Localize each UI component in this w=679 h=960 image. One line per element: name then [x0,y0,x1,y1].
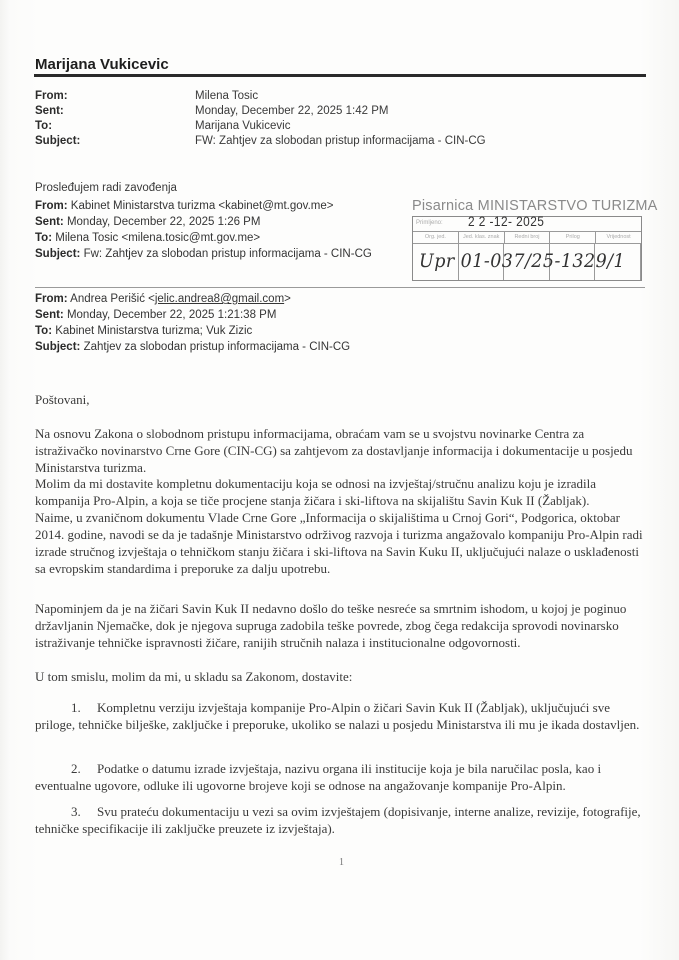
registry-stamp [412,198,658,281]
separator-rule [35,287,645,288]
col-org: Org. jed. [413,232,459,243]
original-email-header [35,293,350,357]
to-label: To: [35,232,53,244]
list-number: 3. [71,804,81,819]
stamp-title: Pisarnica MINISTARSTVO TURIZMA [412,198,658,214]
letter-paragraph-3 [35,509,647,577]
list-text: Svu prateću dokumentaciju u vezi sa ovim izvještajem (dopisivanje, interne analize, revizije, fotografije, tehničke specifikacije ili zaključke preuzete iz izvještaja). [35,804,641,836]
header-row-subject [35,135,486,150]
header-row-sent [35,105,486,120]
letter-paragraph-1 [35,425,647,476]
to-value: Kabinet Ministarstva turizma; Vuk Zizic [55,325,253,337]
from-value: Milena Tosic [195,90,259,102]
header-rule [34,74,646,77]
col-number: Redni broj [505,232,551,243]
header-row-from [35,90,486,105]
letter-paragraph-5 [35,668,647,685]
forward-header-1 [35,200,372,264]
list-text: Kompletnu verziju izvještaja kompanije Pro-Alpin o žičari Savin Kuk II (Žabljak), uključujući sve priloge, tehničke bilješke, zaključke i preporuke, ukoliko se nalazi u posjedu Ministarstva ili mu je ikada dostavljen. [35,700,640,732]
greeting-text: Poštovani, [35,392,90,407]
stamp-box [412,213,642,281]
request-list-item-1 [35,699,647,733]
from-value: Kabinet Ministarstva turizma <kabinet@mt.gov.me> [70,200,334,212]
col-attachment: Prilog [550,232,596,243]
request-list-item-2 [35,760,647,794]
sent-value: Monday, December 22, 2025 1:42 PM [195,105,389,117]
stamp-value-row [413,244,641,280]
sent-value: Monday, December 22, 2025 1:26 PM [66,216,261,228]
subject-value: Fw: Zahtjev za slobodan pristup informacijama - CIN-CG [83,248,372,260]
to-value: Marijana Vukicevic [195,120,291,132]
stamp-received-row [413,213,641,232]
stamp-column-headers [413,232,641,244]
subject-label: Subject: [35,248,81,260]
list-number: 1. [71,700,81,715]
from-name: Andrea Perišić < [70,293,155,305]
request-list-item-3 [35,803,647,837]
list-text: Podatke o datumu izrade izvještaja, nazivu organa ili institucije koja je bila naručilac posla, kao i eventualne ugovore, odluke ili ugovorne brojeve koji se odnose na angažovanje kompanije Pro-Alpin. [35,761,602,793]
sent-value: Monday, December 22, 2025 1:21:38 PM [66,309,277,321]
letter-paragraph-2 [35,475,647,509]
paragraph-text: Naime, u zvaničnom dokumentu Vlade Crne Gore „Informacija o skijalištima u Crnoj Gori“, Podgorica, oktobar 2014. godine, navodi se da je tadašnje Ministarstvo održivog razvoja i turizma angažovalo kompaniju Pro-Alpin radi izrade stručnog izvještaja o tehničkom stanju žičara i ski-liftova na Savin Kuku II, uključujući nalaze o usklađenosti sa evropskim standardima i preporuke za dalju upotrebu. [35,510,643,576]
received-date: 2 2 -12- 2025 [468,213,545,229]
sent-label: Sent: [35,216,64,228]
subject-value: FW: Zahtjev za slobodan pristup informacijama - CIN-CG [195,135,486,147]
to-label: To: [35,120,53,132]
letter-greeting [35,391,647,408]
from-label: From: [35,200,68,212]
from-label: From: [35,90,68,102]
mailbox-owner-name: Marijana Vukicevic [35,56,169,73]
subject-label: Subject: [35,135,81,147]
from-label: From: [35,293,68,305]
col-class: Jed. klas. znak [459,232,505,243]
forward-note: Prosleđujem radi zavođenja [35,182,177,194]
handwritten-registry-number: Upr 01-037/25-1329/1 [419,250,626,272]
paragraph-text: Napominjem da je na žičari Savin Kuk II nedavno došlo do teške nesreće sa smrtnim ishodom, u kojoj je poginuo državljanin Njemačke, dok je njegova supruga zadobila teške povrede, zbog čega redakcija sprovodi novinarsko istraživanje tehničke ispravnosti žičare, ranijih stručnih nalaza i institucionalne odgovornosti. [35,601,627,650]
sent-label: Sent: [35,309,64,321]
subject-label: Subject: [35,341,81,353]
received-label: Primljeno: [416,220,443,226]
outer-email-header [35,90,486,150]
paragraph-text: U tom smislu, molim da mi, u skladu sa Zakonom, dostavite: [35,669,353,684]
paragraph-text: Molim da mi dostavite kompletnu dokumentaciju koja se odnosi na izvještaj/stručnu analizu koju je izradila kompanija Pro-Alpin, a koja se tiče procjene stanja žičara i ski-liftova na skijalištu Savin Kuk II (Žabljak). [35,476,597,508]
col-value: Vrijednost [606,234,631,240]
letter-paragraph-4 [35,600,647,651]
header-row-to [35,120,486,135]
list-number: 2. [71,761,81,776]
page-number: 1 [339,857,344,868]
paragraph-text: Na osnovu Zakona o slobodnom pristupu informacijama, obraćam vam se u svojstvu novinarke Centra za istraživačko novinarstvo Crne Gore (CIN-CG) sa zahtjevom za dostavljanje informacija i dokumentacije u posjedu Ministarstva turizma. [35,426,633,475]
sender-email-link[interactable]: jelic.andrea8@gmail.com [154,293,285,305]
to-value: Milena Tosic <milena.tosic@mt.gov.me> [55,232,261,244]
from-close: > [284,293,291,305]
subject-value: Zahtjev za slobodan pristup informacijama - CIN-CG [83,341,351,353]
to-label: To: [35,325,53,337]
sent-label: Sent: [35,105,64,117]
